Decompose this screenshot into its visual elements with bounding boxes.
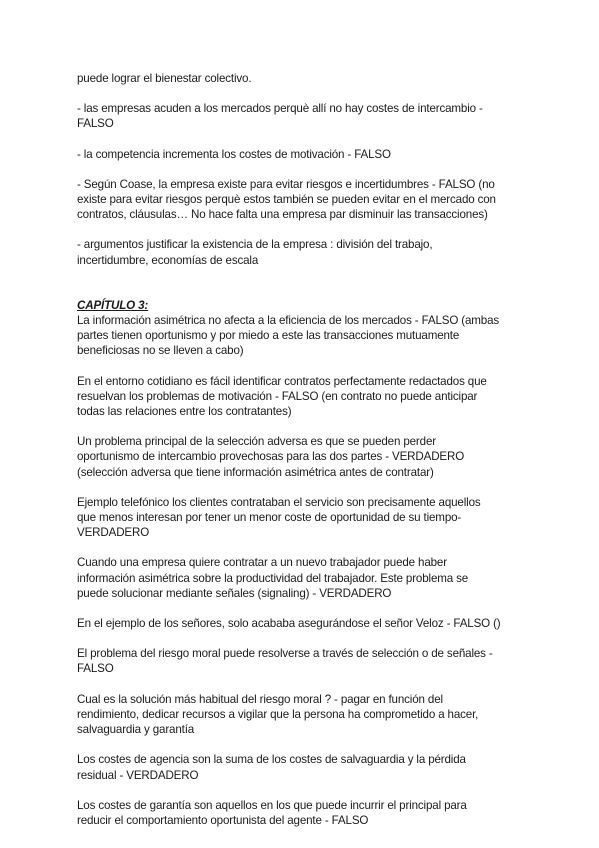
- chapter-heading: CAPÍTULO 3:: [77, 298, 149, 312]
- chapter-paragraph: En el ejemplo de los señores, solo acababa asegurándose el señor Veloz - FALSO (): [77, 617, 501, 631]
- chapter-paragraph: Ejemplo telefónico los clientes contrataban el servicio son precisamente aquellos que menos interesan por tener un menor coste de oportunidad de su tiempo- VERDADERO: [77, 495, 481, 540]
- chapter-paragraph: En el entorno cotidiano es fácil identificar contratos perfectamente redactados que resuelvan los problemas de motivación - FALSO (en contrato no puede anticipar todas las relaciones entre los contratantes): [77, 374, 487, 419]
- chapter-paragraph: Los costes de agencia son la suma de los costes de salvaguardia y la pérdida residual - VERDADERO: [77, 753, 466, 782]
- intro-paragraph: puede lograr el bienestar colectivo.: [77, 72, 252, 85]
- intro-paragraph: - Según Coase, la empresa existe para evitar riesgos e incertidumbres - FALSO (no existe para evitar riesgos perquè estos también se pueden evitar en el mercado con contratos, cláusulas… No hace falta una empresa par disminuir las transacciones): [77, 177, 496, 222]
- chapter-paragraph: Cual es la solución más habitual del riesgo moral ? - pagar en función del rendimiento, dedicar recursos a vigilar que la persona ha comprometido a hacer, salvaguardia y garantía: [77, 692, 479, 737]
- document-page: [77, 71, 529, 843]
- chapter-paragraph: La información asimétrica no afecta a la eficiencia de los mercados - FALSO (ambas partes tienen oportunismo y por miedo a este las transacciones mutuamente beneficiosas no se lleven a cabo): [77, 314, 500, 358]
- chapter-paragraph: Cuando una empresa quiere contratar a un nuevo trabajador puede haber información asimétrica sobre la productividad del trabajador. Este problema se puede solucionar mediante señales (signaling) - VERDADERO: [77, 556, 469, 600]
- chapter-paragraph: Un problema principal de la selección adversa es que se pueden perder oportunismo de intercambio provechosas para las dos partes - VERDADERO (selección adversa que tiene información asimétrica antes de contratar): [77, 435, 465, 479]
- chapter-paragraph: Los costes de garantía son aquellos en los que puede incurrir el principal para reducir el comportamiento oportunista del agente - FALSO: [77, 798, 467, 827]
- intro-paragraph: - argumentos justificar la existencia de la empresa : división del trabajo, incertidumbre, economías de escala: [77, 238, 433, 267]
- intro-paragraph: - la competencia incrementa los costes de motivación - FALSO: [77, 147, 391, 161]
- chapter-section: [77, 298, 529, 828]
- section-spacer: [77, 283, 529, 298]
- chapter-paragraph: El problema del riesgo moral puede resolverse a través de selección o de señales - FALSO: [77, 647, 493, 676]
- intro-paragraph: - las empresas acuden a los mercados perquè allí no hay costes de intercambio - FALSO: [77, 102, 483, 131]
